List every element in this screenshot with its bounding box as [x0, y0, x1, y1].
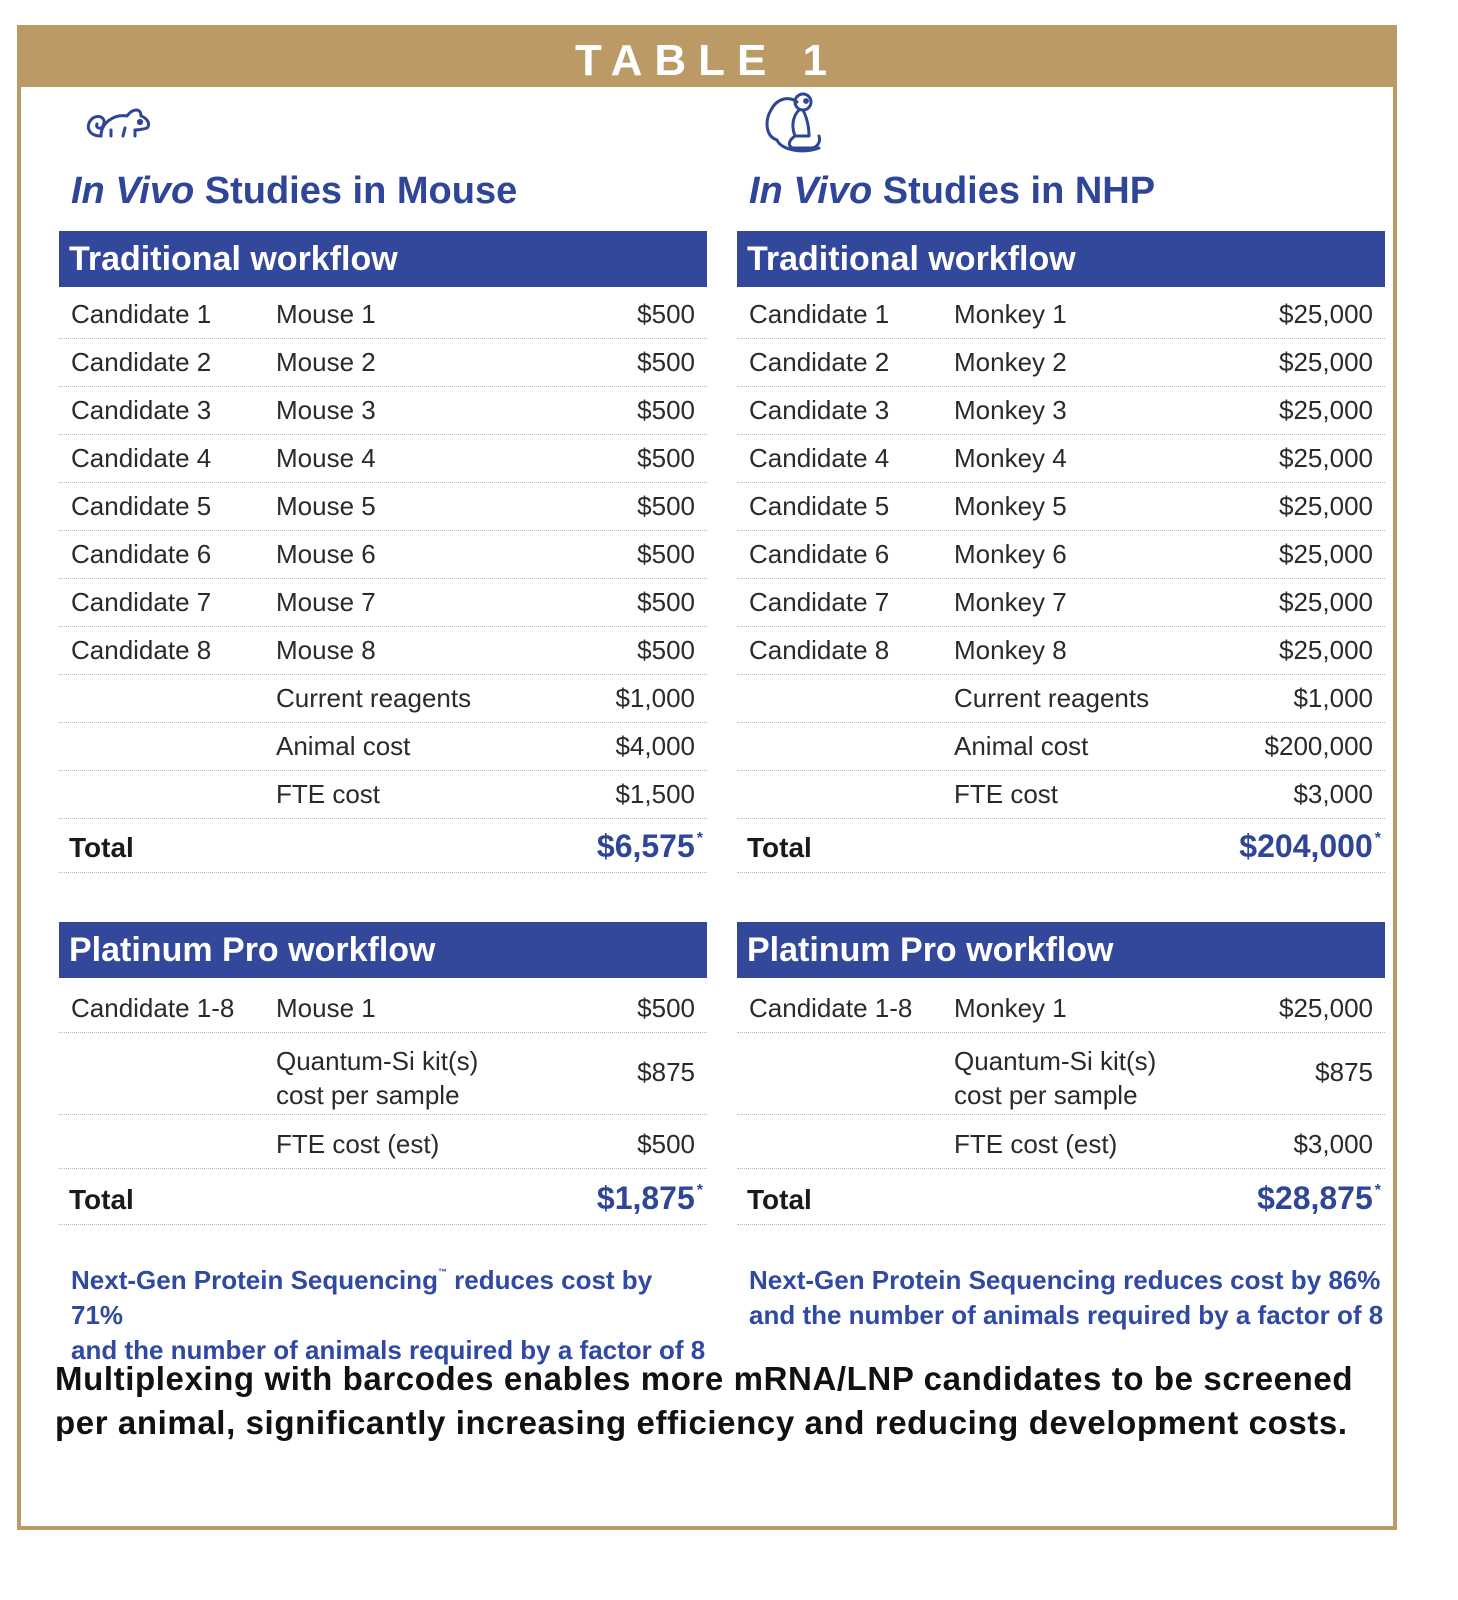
table-row: Candidate 5 Monkey 5 $25,000 [737, 482, 1385, 531]
table-row: Current reagents $1,000 [59, 674, 707, 723]
mouse-savings-note: Next-Gen Protein Sequencing™ reduces cost by 71% and the number of animals required by a factor of 8 [71, 1265, 706, 1365]
table-row: Current reagents $1,000 [737, 674, 1385, 723]
total-value: $6,575 * [596, 828, 703, 864]
table-row: FTE cost $3,000 [737, 770, 1385, 819]
table-row: Candidate 5 Mouse 5 $500 [59, 482, 707, 531]
nhp-panel-title: In Vivo Studies in NHP [749, 170, 1156, 212]
table-row: Candidate 1 Monkey 1 $25,000 [737, 290, 1385, 339]
table-row: Candidate 4 Monkey 4 $25,000 [737, 434, 1385, 483]
table-banner: TABLE 1 [21, 29, 1393, 87]
table-row: Candidate 7 Mouse 7 $500 [59, 578, 707, 627]
table-row: Candidate 3 Mouse 3 $500 [59, 386, 707, 435]
total-label: Total [69, 832, 134, 863]
table-row: Candidate 2 Monkey 2 $25,000 [737, 338, 1385, 387]
table-row: Candidate 1-8 Mouse 1 $500 [59, 984, 707, 1033]
total-label: Total [69, 1184, 134, 1215]
nhp-platinum-header: Platinum Pro workflow [737, 922, 1385, 978]
table-row: Candidate 1 Mouse 1 $500 [59, 290, 707, 339]
table-row: Candidate 3 Monkey 3 $25,000 [737, 386, 1385, 435]
table-row: FTE cost (est) $500 [59, 1120, 707, 1169]
mouse-panel-title: In Vivo Studies in Mouse [71, 170, 518, 212]
table-row: Candidate 8 Mouse 8 $500 [59, 626, 707, 675]
monkey-icon [763, 86, 827, 156]
total-value: $1,875 * [596, 1180, 703, 1216]
nhp-savings-note: Next-Gen Protein Sequencing reduces cost by 86% and the number of animals required by a factor of 8 [749, 1265, 1384, 1330]
table-row: Quantum-Si kit(s) cost per sample $875 [737, 1032, 1385, 1115]
total-value: $204,000 * [1239, 828, 1381, 864]
nhp-platinum-total-row [737, 1172, 1385, 1225]
table-row: Candidate 4 Mouse 4 $500 [59, 434, 707, 483]
mouse-icon [81, 96, 153, 144]
table-row: Candidate 1-8 Monkey 1 $25,000 [737, 984, 1385, 1033]
mouse-platinum-total-row [59, 1172, 707, 1225]
mouse-platinum-header: Platinum Pro workflow [59, 922, 707, 978]
table-row: FTE cost (est) $3,000 [737, 1120, 1385, 1169]
table-row: Animal cost $4,000 [59, 722, 707, 771]
table-row: FTE cost $1,500 [59, 770, 707, 819]
mouse-traditional-header: Traditional workflow [59, 231, 707, 287]
table-row: Candidate 7 Monkey 7 $25,000 [737, 578, 1385, 627]
table-row: Quantum-Si kit(s) cost per sample $875 [59, 1032, 707, 1115]
total-label: Total [747, 832, 812, 863]
nhp-traditional-header: Traditional workflow [737, 231, 1385, 287]
total-value: $28,875 * [1257, 1180, 1381, 1216]
table-row: Candidate 6 Monkey 6 $25,000 [737, 530, 1385, 579]
table-row: Candidate 2 Mouse 2 $500 [59, 338, 707, 387]
table-row: Candidate 6 Mouse 6 $500 [59, 530, 707, 579]
table-row: Candidate 8 Monkey 8 $25,000 [737, 626, 1385, 675]
table-caption: Multiplexing with barcodes enables more mRNA/LNP candidates to be screened per animal, significantly increasing efficiency and reducing development costs. [55, 1360, 1354, 1441]
mouse-traditional-total-row [59, 820, 707, 873]
table-row: Animal cost $200,000 [737, 722, 1385, 771]
nhp-traditional-total-row [737, 820, 1385, 873]
total-label: Total [747, 1184, 812, 1215]
